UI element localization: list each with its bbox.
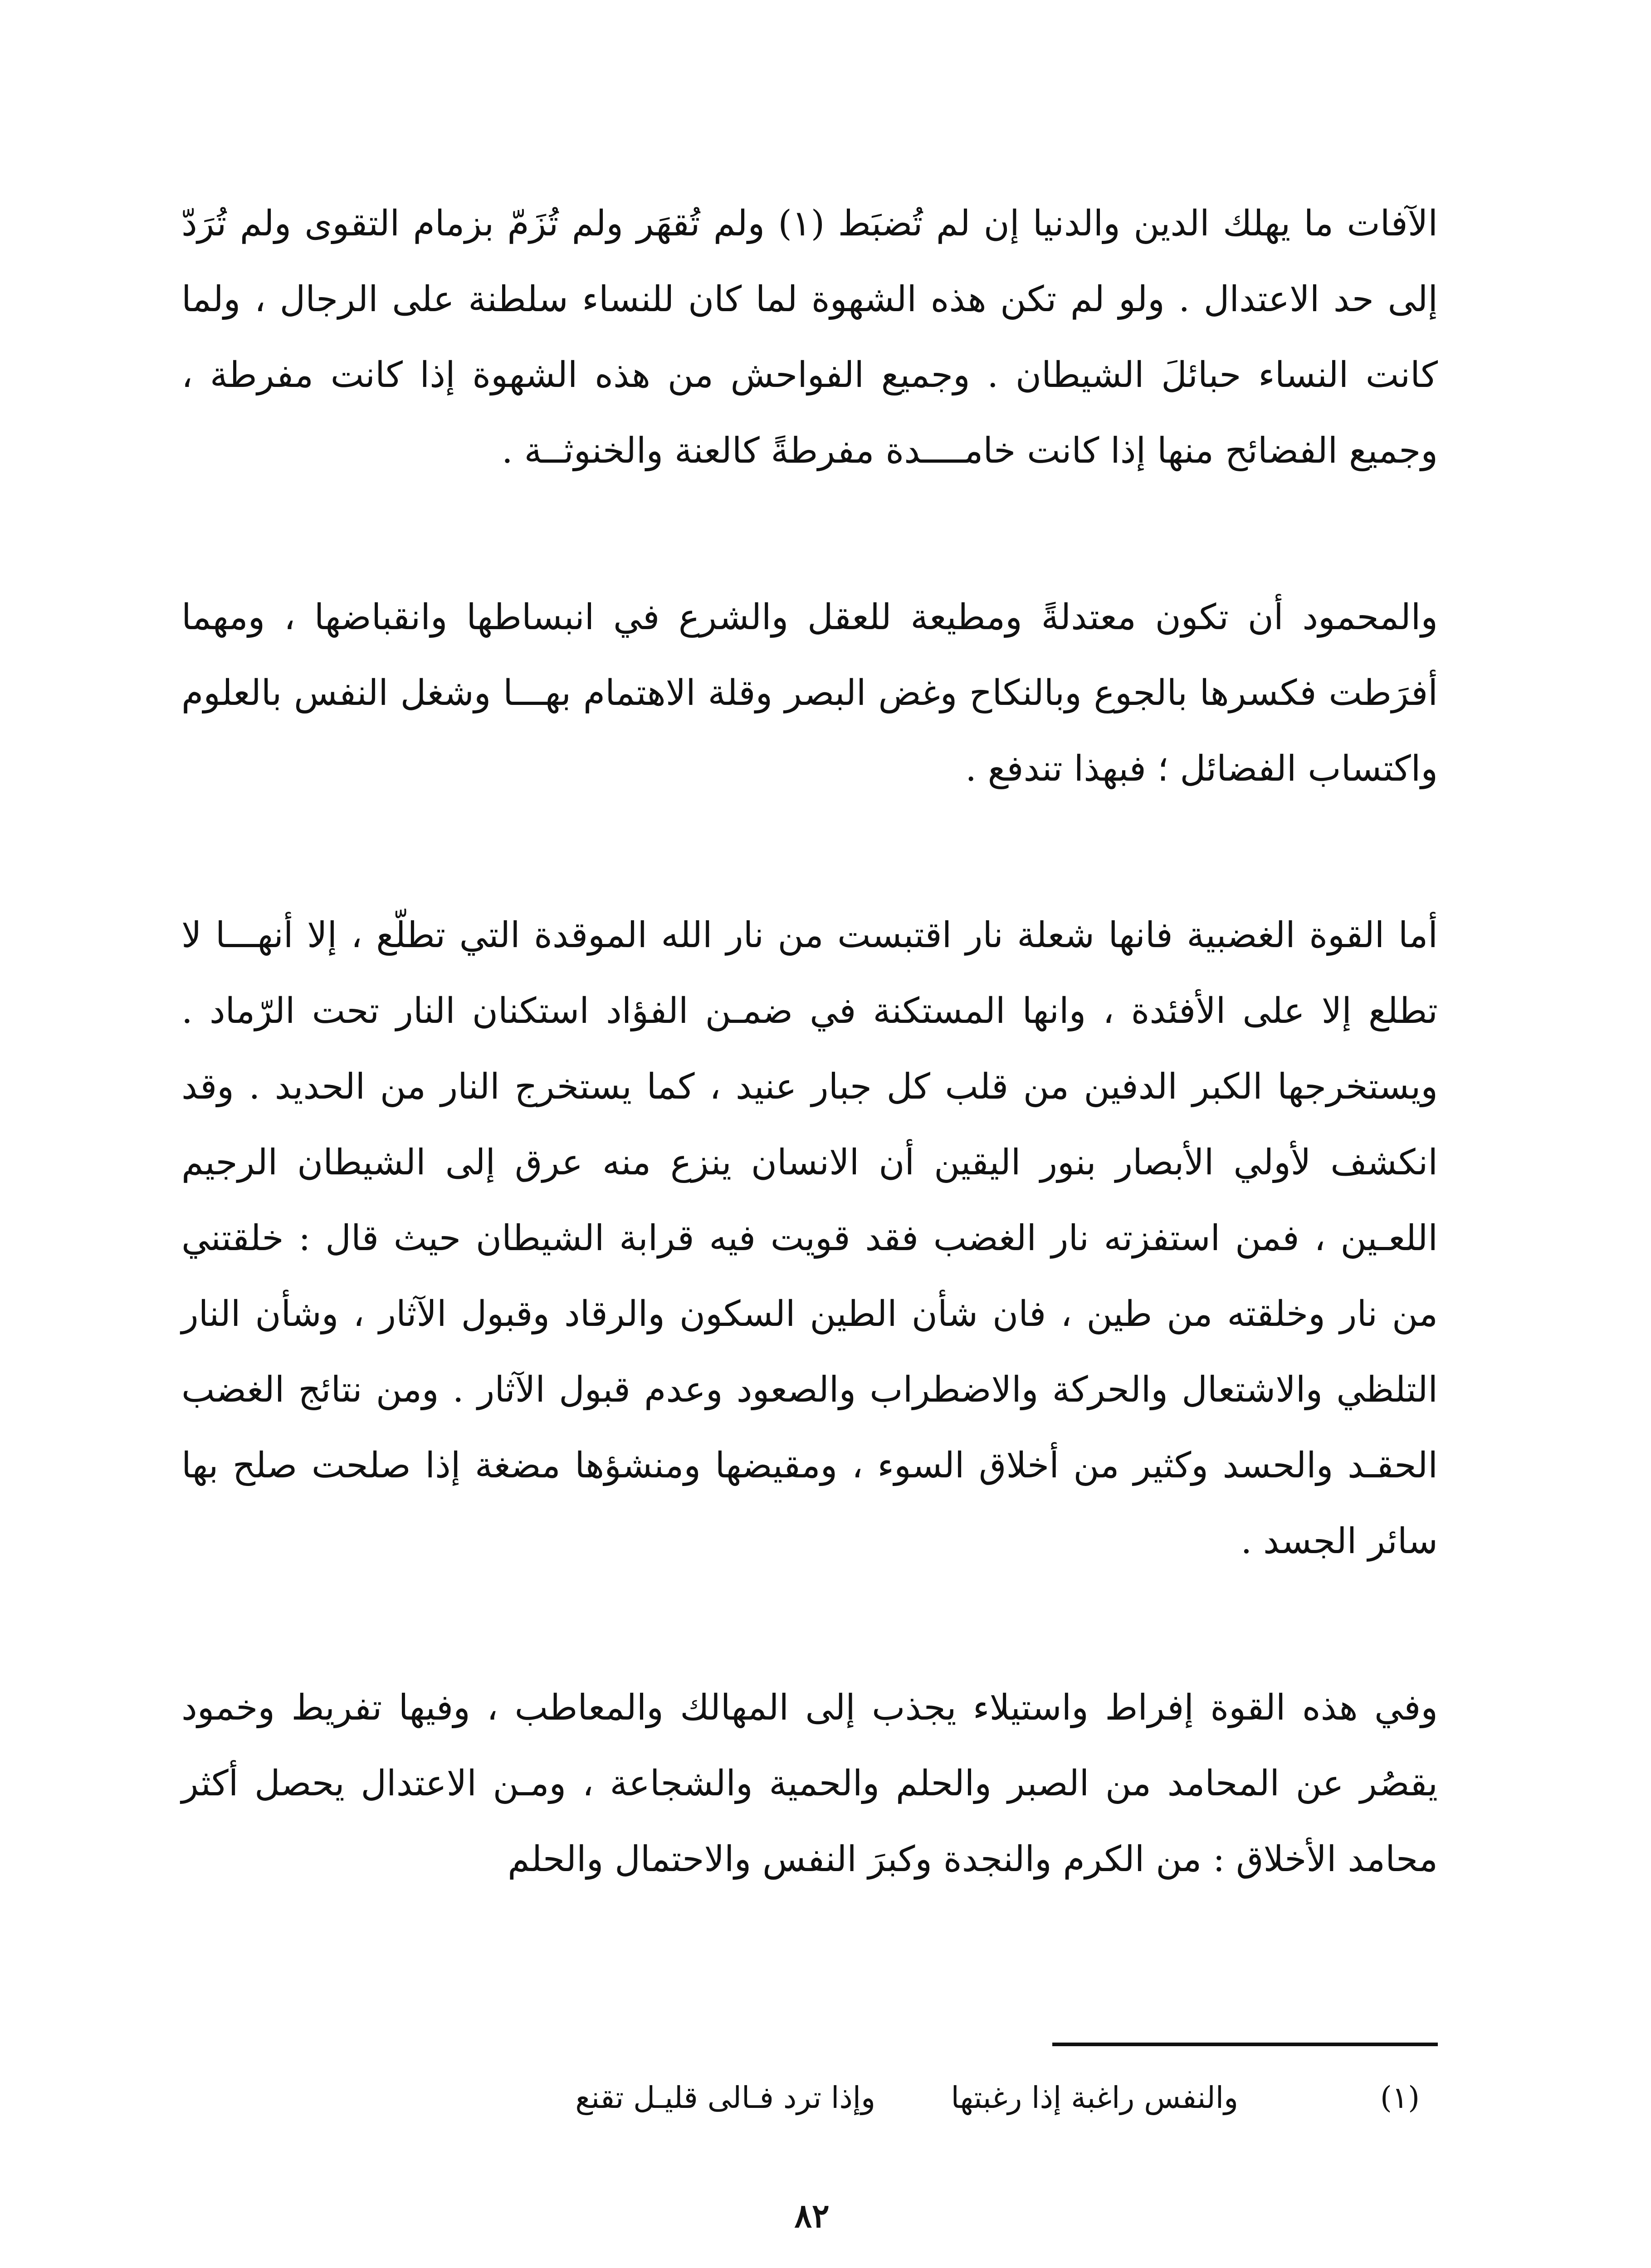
paragraph-4: وفي هذه القوة إفراط واستيلاء يجذب إلى المهالك والمعاطب ، وفيها تفريط وخمود يقصُر عن المحامد من الصبر والحلم والحمية والشجاعة ، ومـن الاعتدال يحصل أكثر محامد الأخلاق : من الكرم والنجدة وكبرَ النفس والاحتمال والحلم bbox=[181, 1687, 1438, 1880]
page-number: ٨٢ bbox=[794, 2196, 830, 2235]
paragraph-2: والمحمود أن تكون معتدلةً ومطيعة للعقل والشرع في انبساطها وانقباضها ، ومهما أفرَطت فكسرها بالجوع وبالنكاح وغض البصر وقلة الاهتمام بهـــا وشغل النفس بالعلوم واكتساب الفضائل ؛ فبهذا تندفع . bbox=[181, 597, 1438, 789]
paragraph-3: أما القوة الغضبية فانها شعلة نار اقتبست من نار الله الموقدة التي تطلّع ، إلا أنهـــا لا تطلع إلا على الأفئدة ، وانها المستكنة في ضمـن الفؤاد استكنان النار تحت الرّماد . ويستخرجها الكبر الدفين من قلب كل جبار عنيد ، كما يستخرج النار من الحديد . وقد انكشف لأولي الأبصار بنور اليقين أن الانسان ينزع منه عرق إلى الشيطان الرجيم اللعـين ، فمن استفزته نار الغضب فقد قويت فيه قرابة الشيطان حيث قال : خلقتني من نار وخلقته من طين ، فان شأن الطين السكون والرقاد وقبول الآثار ، وشأن النار التلظي والاشتعال والحركة والاضطراب والصعود وعدم قبول الآثار . ومن نتائج الغضب الحقـد والحسد وكثير من أخلاق السوء ، ومقيضها ومنشؤها مضغة إذا صلحت صلح بها سائر الجسد . bbox=[181, 915, 1438, 1562]
footnote-verse-second-hemistich: وإذا ترد فـالى قليـل تقنع bbox=[575, 2080, 875, 2115]
body-text bbox=[181, 186, 1438, 1897]
paragraph-1: الآفات ما يهلك الدين والدنيا إن لم تُضبَط (١) ولم تُقهَر ولم تُزَمّ بزمام التقوى ولم تُرَدّ إلى حد الاعتدال . ولو لم تكن هذه الشهوة لما كان للنساء سلطنة على الرجال ، ولما كانت النساء حبائلَ الشيطان . وجميع الفواحش من هذه الشهوة إذا كانت مفرطة ، وجميع الفضائح منها إذا كانت خامــــدة مفرطةً كالعنة والخنوثــة . bbox=[181, 203, 1438, 471]
footnote-verse-first-hemistich: والنفس راغبة إذا رغبتها bbox=[951, 2080, 1238, 2115]
footnote bbox=[372, 2071, 1438, 2139]
footnote-marker: (١) bbox=[1380, 2080, 1420, 2115]
footnote-separator bbox=[1052, 2043, 1438, 2046]
